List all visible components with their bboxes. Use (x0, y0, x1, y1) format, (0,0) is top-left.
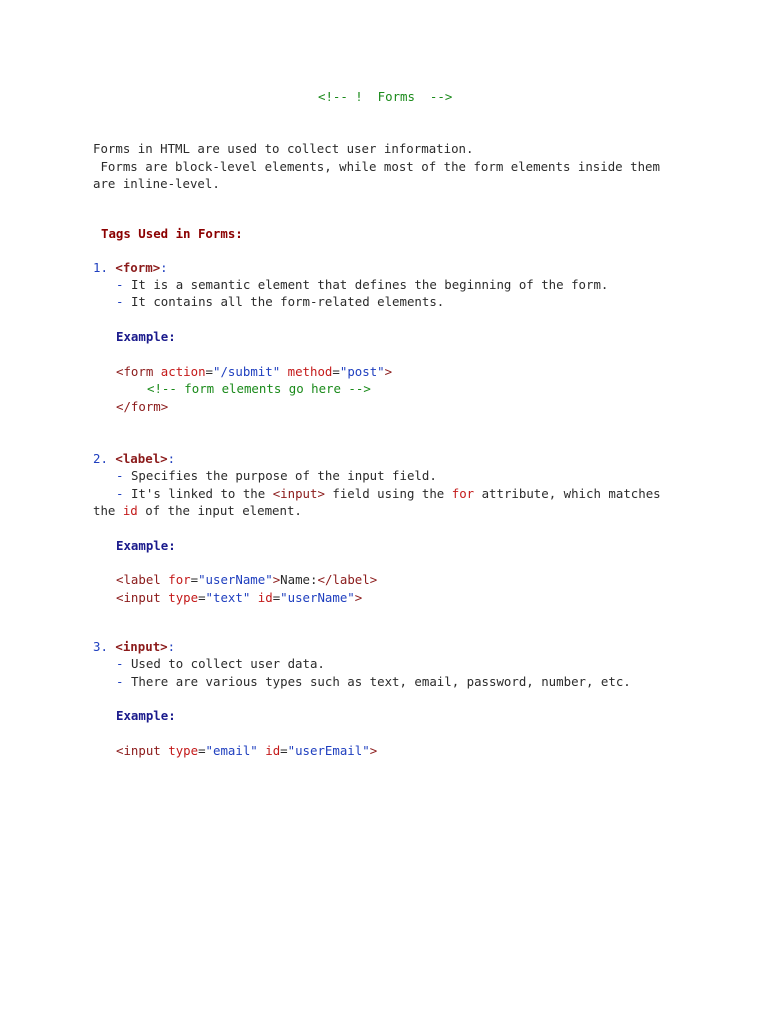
code-tag-open: <label (116, 572, 161, 587)
code-value: "text" (205, 590, 251, 605)
intro-line-1: Forms in HTML are used to collect user information. (93, 141, 474, 156)
code-tag-close: > (354, 590, 363, 605)
code-attr: id (265, 743, 281, 758)
bullet-text: It's linked to the (130, 486, 273, 501)
bullet-text: attribute, which matches (474, 486, 661, 501)
code-tag-close: </label> (317, 572, 378, 587)
intro-line-3: are inline-level. (93, 176, 220, 191)
code-text: Name: (280, 572, 318, 587)
section-3-code-line-1 (116, 742, 377, 759)
section-2-code-line-2 (116, 589, 362, 606)
section-1-bullet-2 (116, 293, 444, 310)
bullet-marker: - (116, 468, 124, 483)
bullet-text: Used to collect user data. (130, 656, 325, 671)
inline-tag: <input> (272, 486, 325, 501)
code-eq: = (205, 364, 214, 379)
bullet-marker: - (116, 674, 124, 689)
bullet-text: the (93, 503, 123, 518)
section-colon: : (160, 260, 168, 275)
bullet-text: of the input element. (137, 503, 302, 518)
bullet-text: There are various types such as text, email, password, number, etc. (130, 674, 631, 689)
code-tag-open: <input (116, 590, 161, 605)
inline-attr: for (451, 486, 475, 501)
code-eq: = (280, 743, 288, 758)
code-eq: = (190, 572, 199, 587)
section-2-bullet-2 (116, 485, 661, 502)
section-1-heading (93, 259, 168, 276)
code-eq: = (332, 364, 340, 379)
section-2-example-label: Example: (116, 538, 176, 553)
section-number: 1. (93, 260, 108, 275)
section-3-heading (93, 638, 175, 655)
code-tag-open: <input (116, 743, 161, 758)
section-number: 2. (93, 451, 108, 466)
code-value: "/submit" (213, 364, 281, 379)
code-eq: = (272, 590, 281, 605)
tags-heading: Tags Used in Forms: (101, 226, 243, 241)
section-colon: : (167, 451, 176, 466)
section-tag: <label> (115, 451, 168, 466)
section-2-code-line-1 (116, 571, 377, 588)
code-tag-close: > (384, 364, 393, 379)
section-1-code-line-2: <!-- form elements go here --> (147, 381, 371, 396)
code-value: "userEmail" (287, 743, 370, 758)
intro-line-2: Forms are block-level elements, while most of the form elements inside them (93, 159, 660, 174)
code-value: "userName" (198, 572, 273, 587)
section-1-code-line-3: </form> (116, 399, 169, 414)
code-attr: id (257, 590, 273, 605)
section-3-example-label: Example: (116, 708, 176, 723)
section-1-example-label: Example: (116, 329, 176, 344)
bullet-text: field using the (324, 486, 452, 501)
code-attr: method (287, 364, 333, 379)
code-value: "userName" (280, 590, 355, 605)
bullet-marker: - (116, 277, 124, 292)
section-2-bullet-2-cont (93, 502, 302, 519)
section-2-heading (93, 450, 175, 467)
bullet-text: Specifies the purpose of the input field. (130, 468, 437, 483)
section-1-bullet-1 (116, 276, 608, 293)
code-attr: type (168, 590, 199, 605)
section-3-bullet-2 (116, 673, 631, 690)
bullet-marker: - (116, 486, 124, 501)
bullet-text: It is a semantic element that defines the beginning of the form. (130, 277, 609, 292)
section-tag: <form> (115, 260, 161, 275)
section-1-code-line-1 (116, 363, 392, 380)
code-tag-open: <form (116, 364, 154, 379)
section-3-bullet-1 (116, 655, 325, 672)
code-eq: = (198, 743, 206, 758)
bullet-marker: - (116, 656, 124, 671)
section-colon: : (167, 639, 176, 654)
page-title-comment: <!-- ! Forms --> (318, 89, 453, 104)
code-attr: type (168, 743, 199, 758)
code-value: "post" (339, 364, 385, 379)
code-attr: for (168, 572, 191, 587)
code-gt: > (272, 572, 281, 587)
code-attr: action (160, 364, 206, 379)
code-value: "email" (205, 743, 258, 758)
section-number: 3. (93, 639, 108, 654)
code-eq: = (198, 590, 206, 605)
inline-attr: id (122, 503, 138, 518)
bullet-marker: - (116, 294, 124, 309)
code-tag-close: > (369, 743, 378, 758)
section-tag: <input> (115, 639, 168, 654)
bullet-text: It contains all the form-related elements. (130, 294, 445, 309)
section-2-bullet-1 (116, 467, 437, 484)
